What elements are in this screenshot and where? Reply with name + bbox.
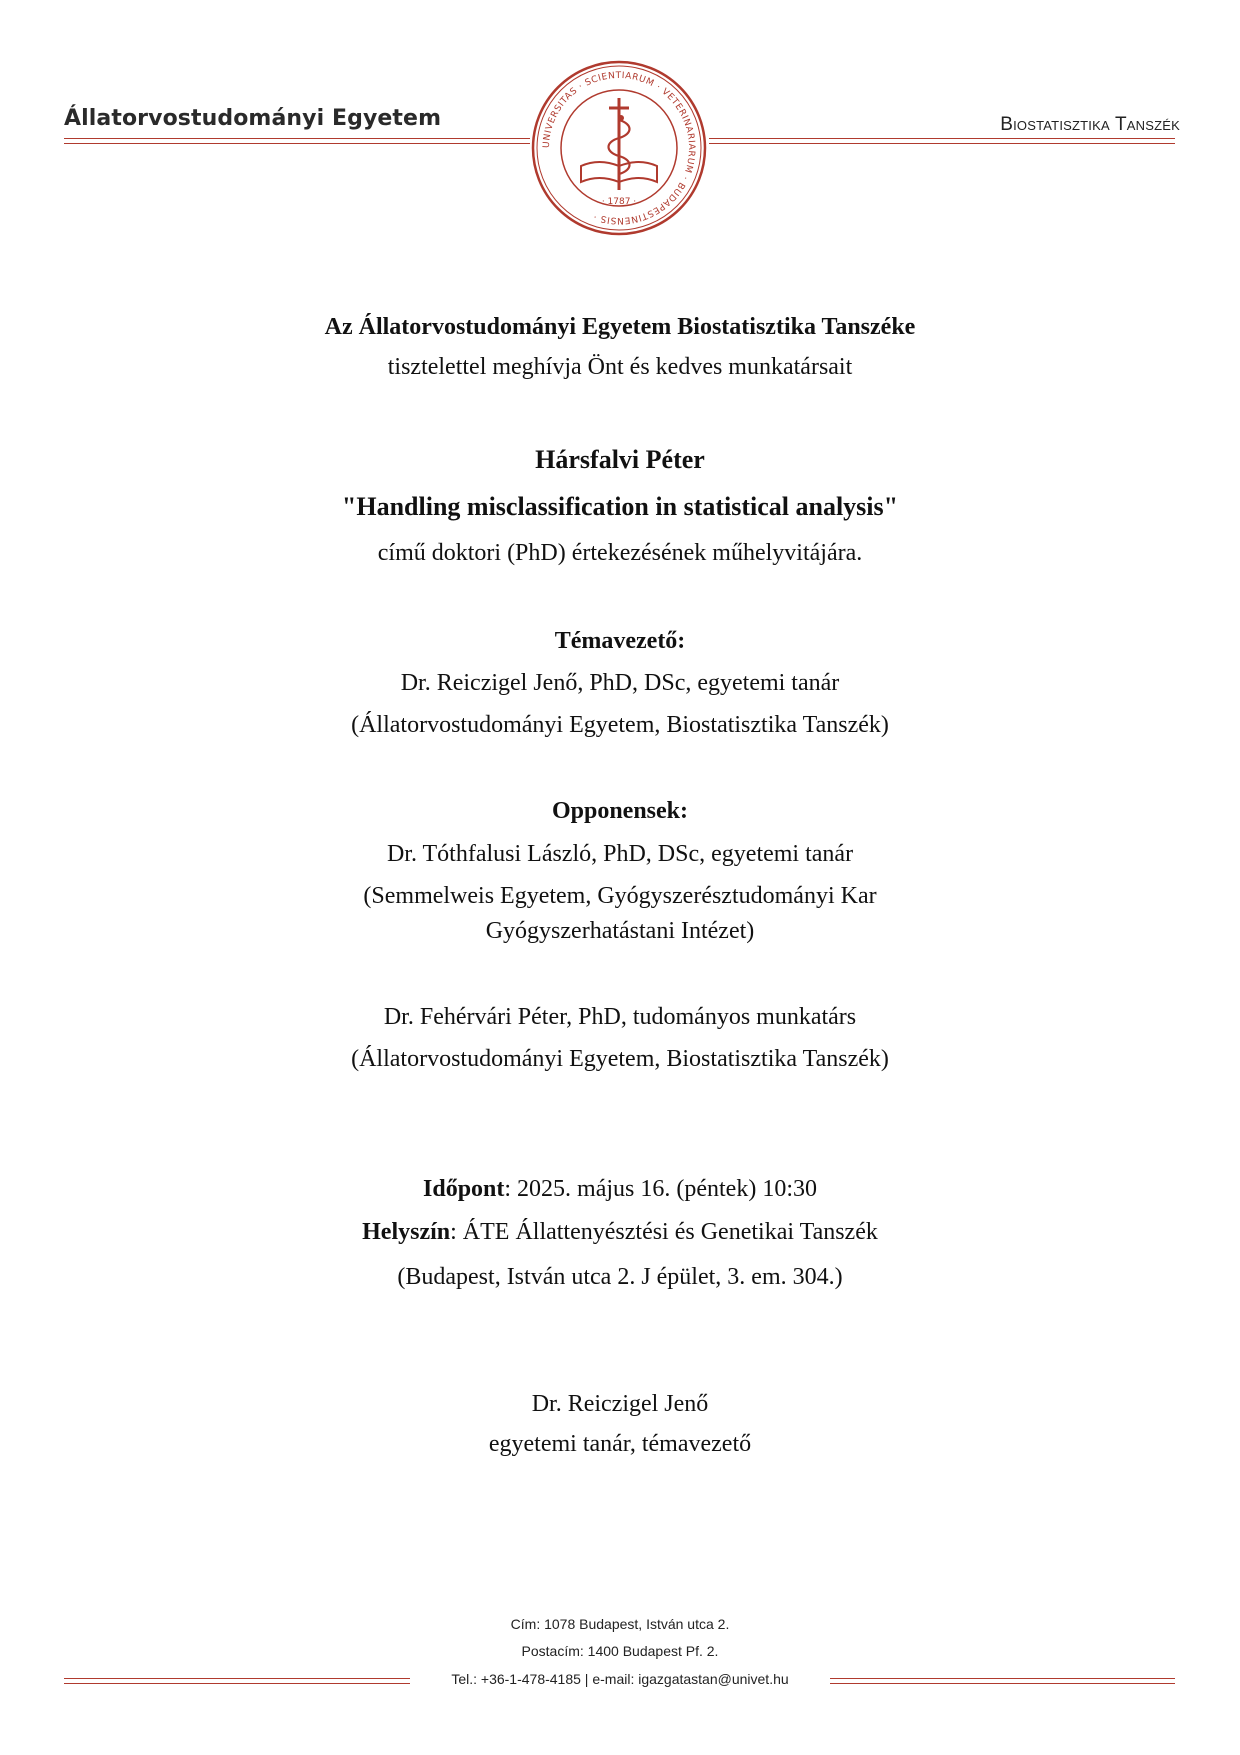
- thesis-title: "Handling misclassification in statistical analysis": [341, 492, 899, 521]
- event-address: (Budapest, István utca 2. J épület, 3. em. 304.): [397, 1264, 843, 1290]
- opponents-heading: Opponensek:: [551, 798, 689, 824]
- event-time-label: Időpont: [423, 1176, 505, 1202]
- seal-ring-text: UNIVERSITAS · SCIENTIARUM · VETERINARIARUM · BUDAPESTINENSIS ·: [541, 70, 697, 226]
- event-time: [0, 1176, 1240, 1203]
- event-time-value: : 2025. május 16. (péntek) 10:30: [504, 1176, 817, 1202]
- footer-postal: Postacím: 1400 Budapest Pf. 2.: [521, 1643, 719, 1659]
- signature-title: egyetemi tanár, témavezető: [488, 1431, 752, 1457]
- department-name: Biostatisztika Tanszék: [1000, 114, 1180, 135]
- opponent-1-name: Dr. Tóthfalusi László, PhD, DSc, egyetemi tanár: [386, 841, 854, 867]
- header-rule-right-bottom: [709, 143, 1175, 144]
- opponent-1-affiliation-line2: Gyógyszerhatástani Intézet): [485, 918, 755, 944]
- header-rule-left-top: [64, 138, 530, 139]
- candidate-name: Hársfalvi Péter: [535, 445, 705, 474]
- caduceus-book-seal-icon: [529, 58, 709, 238]
- seal-year: · 1787 ·: [601, 197, 637, 207]
- signature-name: Dr. Reiczigel Jenő: [531, 1391, 709, 1417]
- header-rule-right-top: [709, 138, 1175, 139]
- event-description: című doktori (PhD) értekezésének műhelyvitájára.: [377, 540, 863, 566]
- opponent-2-name: Dr. Fehérvári Péter, PhD, tudományos munkatárs: [383, 1004, 857, 1030]
- supervisor-heading: Témavezető:: [554, 628, 686, 654]
- supervisor-affiliation: (Állatorvostudományi Egyetem, Biostatisztika Tanszék): [351, 712, 889, 738]
- university-name: Állatorvostudományi Egyetem: [64, 106, 442, 131]
- opponent-2-affiliation: (Állatorvostudományi Egyetem, Biostatisztika Tanszék): [351, 1046, 889, 1072]
- event-place: [0, 1219, 1240, 1246]
- opponent-1-affiliation-line1: (Semmelweis Egyetem, Gyógyszerésztudományi Kar: [363, 883, 877, 909]
- footer-contact: Tel.: +36-1-478-4185 | e-mail: igazgatastan@univet.hu: [410, 1671, 830, 1687]
- header-rule-left-bottom: [64, 143, 530, 144]
- supervisor-name: Dr. Reiczigel Jenő, PhD, DSc, egyetemi tanár: [400, 670, 840, 696]
- footer-address: Cím: 1078 Budapest, István utca 2.: [510, 1616, 730, 1632]
- intro-line: tisztelettel meghívja Önt és kedves munkatársait: [387, 354, 853, 380]
- host-line: Az Állatorvostudományi Egyetem Biostatisztika Tanszéke: [324, 314, 916, 340]
- event-place-label: Helyszín: [362, 1219, 451, 1245]
- event-place-value: : ÁTE Állattenyésztési és Genetikai Tanszék: [450, 1219, 878, 1245]
